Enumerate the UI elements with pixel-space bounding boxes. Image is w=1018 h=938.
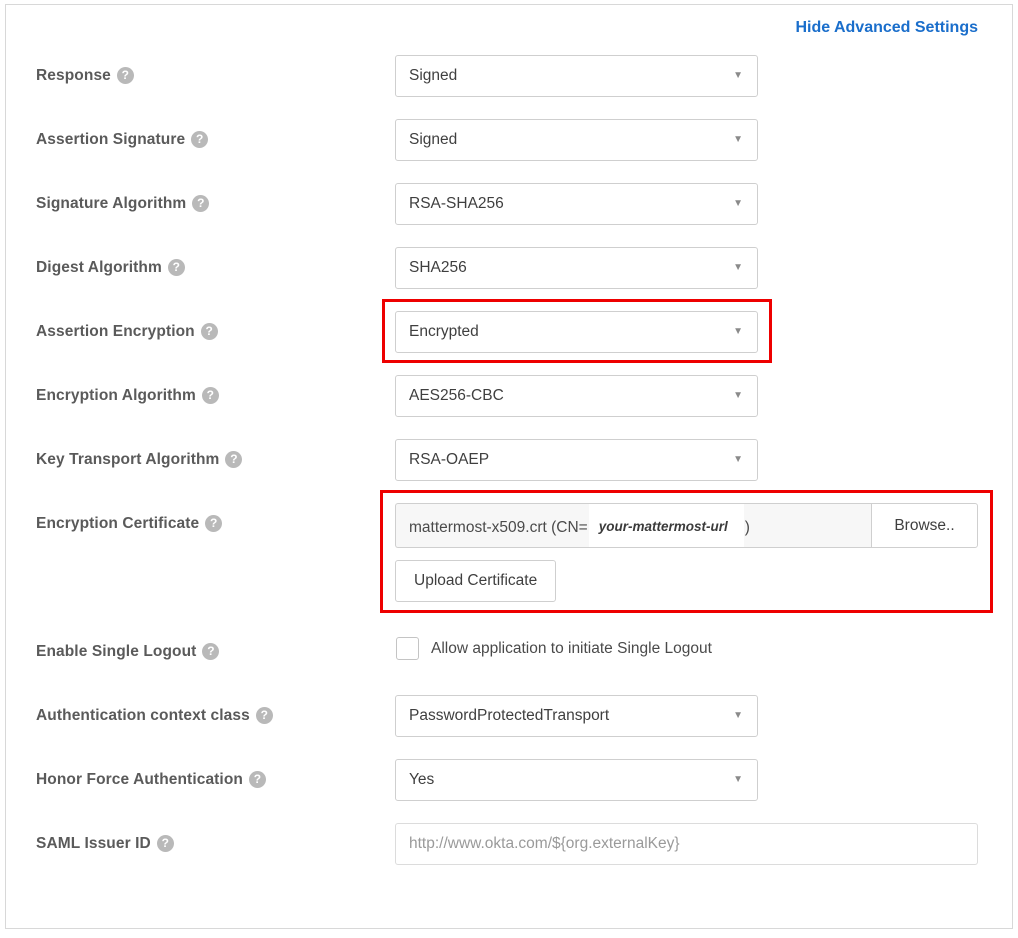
row-authentication-context-class: [6, 695, 1014, 759]
label-saml-issuer-id-text: SAML Issuer ID: [36, 835, 151, 852]
certificate-redacted-value: your-mattermost-url: [589, 503, 744, 548]
certificate-filename-suffix: ): [744, 519, 750, 536]
label-digest-algorithm-text: Digest Algorithm: [36, 259, 162, 276]
help-icon[interactable]: ?: [117, 67, 134, 84]
single-logout-checkbox[interactable]: [396, 637, 419, 660]
assertion-encryption-select[interactable]: [395, 311, 758, 353]
chevron-down-icon: ▼: [733, 326, 743, 337]
field-authentication-context-class: [395, 695, 758, 737]
label-encryption-certificate-text: Encryption Certificate: [36, 515, 200, 532]
label-signature-algorithm: [36, 195, 209, 213]
help-icon[interactable]: ?: [205, 515, 222, 532]
assertion-signature-select-value: Signed: [409, 131, 458, 148]
assertion-signature-select[interactable]: [395, 119, 758, 161]
field-honor-force-authentication: [395, 759, 758, 801]
digest-algorithm-select[interactable]: [395, 247, 758, 289]
field-assertion-signature: [395, 119, 758, 161]
field-saml-issuer-id: [395, 823, 978, 865]
help-icon[interactable]: ?: [202, 387, 219, 404]
response-select-value: Signed: [409, 67, 458, 84]
label-honor-force-authentication-text: Honor Force Authentication: [36, 771, 243, 788]
response-select[interactable]: [395, 55, 758, 97]
encryption-algorithm-select-value: AES256-CBC: [409, 387, 504, 404]
help-icon[interactable]: ?: [202, 643, 219, 660]
hide-advanced-settings-link[interactable]: Hide Advanced Settings: [795, 19, 978, 36]
label-assertion-signature-text: Assertion Signature: [36, 131, 186, 148]
settings-form: [6, 55, 1014, 887]
label-honor-force-authentication: [36, 771, 266, 789]
advanced-settings-toggle-row: [795, 19, 978, 37]
digest-algorithm-select-value: SHA256: [409, 259, 467, 276]
row-honor-force-authentication: [6, 759, 1014, 823]
label-assertion-signature: [36, 131, 208, 149]
authentication-context-class-select-value: PasswordProtectedTransport: [409, 707, 610, 724]
row-assertion-encryption: [6, 311, 1014, 375]
label-assertion-encryption-text: Assertion Encryption: [36, 323, 195, 340]
chevron-down-icon: ▼: [733, 390, 743, 401]
label-assertion-encryption: [36, 323, 218, 341]
certificate-filename-input[interactable]: [395, 503, 871, 548]
row-encryption-algorithm: [6, 375, 1014, 439]
chevron-down-icon: ▼: [733, 710, 743, 721]
help-icon[interactable]: ?: [157, 835, 174, 852]
encryption-algorithm-select[interactable]: [395, 375, 758, 417]
label-key-transport-algorithm-text: Key Transport Algorithm: [36, 451, 220, 468]
row-saml-issuer-id: [6, 823, 1014, 887]
help-icon[interactable]: ?: [192, 195, 209, 212]
single-logout-checkbox-label: Allow application to initiate Single Logout: [431, 639, 712, 657]
row-signature-algorithm: [6, 183, 1014, 247]
row-enable-single-logout: [6, 631, 1014, 695]
chevron-down-icon: ▼: [733, 70, 743, 81]
label-response: [36, 67, 134, 85]
label-encryption-certificate: [36, 515, 222, 533]
help-icon[interactable]: ?: [256, 707, 273, 724]
chevron-down-icon: ▼: [733, 454, 743, 465]
label-encryption-algorithm: [36, 387, 219, 405]
saml-issuer-id-input[interactable]: http://www.okta.com/${org.externalKey}: [395, 823, 978, 865]
chevron-down-icon: ▼: [733, 134, 743, 145]
help-icon[interactable]: ?: [201, 323, 218, 340]
help-icon[interactable]: ?: [168, 259, 185, 276]
label-enable-single-logout-text: Enable Single Logout: [36, 643, 197, 660]
help-icon[interactable]: ?: [225, 451, 242, 468]
label-enable-single-logout: [36, 643, 219, 661]
key-transport-algorithm-select[interactable]: [395, 439, 758, 481]
field-signature-algorithm: [395, 183, 758, 225]
row-key-transport-algorithm: [6, 439, 1014, 503]
certificate-filename-prefix: mattermost-x509.crt (CN=: [409, 519, 588, 536]
label-authentication-context-class: [36, 707, 273, 725]
settings-panel: [5, 4, 1013, 929]
field-assertion-encryption: [395, 311, 758, 353]
help-icon[interactable]: ?: [249, 771, 266, 788]
assertion-encryption-select-value: Encrypted: [409, 323, 479, 340]
upload-certificate-button[interactable]: Upload Certificate: [395, 560, 556, 602]
label-encryption-algorithm-text: Encryption Algorithm: [36, 387, 196, 404]
row-encryption-certificate: [6, 503, 1014, 631]
key-transport-algorithm-select-value: RSA-OAEP: [409, 451, 490, 468]
field-enable-single-logout: [396, 637, 712, 660]
certificate-input-group: [395, 503, 978, 548]
field-digest-algorithm: [395, 247, 758, 289]
row-response: [6, 55, 1014, 119]
chevron-down-icon: ▼: [733, 774, 743, 785]
field-encryption-certificate: [395, 503, 978, 602]
label-response-text: Response: [36, 67, 111, 84]
honor-force-authentication-select-value: Yes: [409, 771, 435, 788]
label-authentication-context-class-text: Authentication context class: [36, 707, 250, 724]
signature-algorithm-select[interactable]: [395, 183, 758, 225]
honor-force-authentication-select[interactable]: [395, 759, 758, 801]
row-assertion-signature: [6, 119, 1014, 183]
field-key-transport-algorithm: [395, 439, 758, 481]
row-digest-algorithm: [6, 247, 1014, 311]
label-saml-issuer-id: [36, 835, 174, 853]
signature-algorithm-select-value: RSA-SHA256: [409, 195, 504, 212]
authentication-context-class-select[interactable]: [395, 695, 758, 737]
help-icon[interactable]: ?: [191, 131, 208, 148]
label-key-transport-algorithm: [36, 451, 242, 469]
chevron-down-icon: ▼: [733, 198, 743, 209]
chevron-down-icon: ▼: [733, 262, 743, 273]
browse-button[interactable]: Browse..: [871, 503, 978, 548]
label-signature-algorithm-text: Signature Algorithm: [36, 195, 187, 212]
field-response: [395, 55, 758, 97]
label-digest-algorithm: [36, 259, 185, 277]
field-encryption-algorithm: [395, 375, 758, 417]
